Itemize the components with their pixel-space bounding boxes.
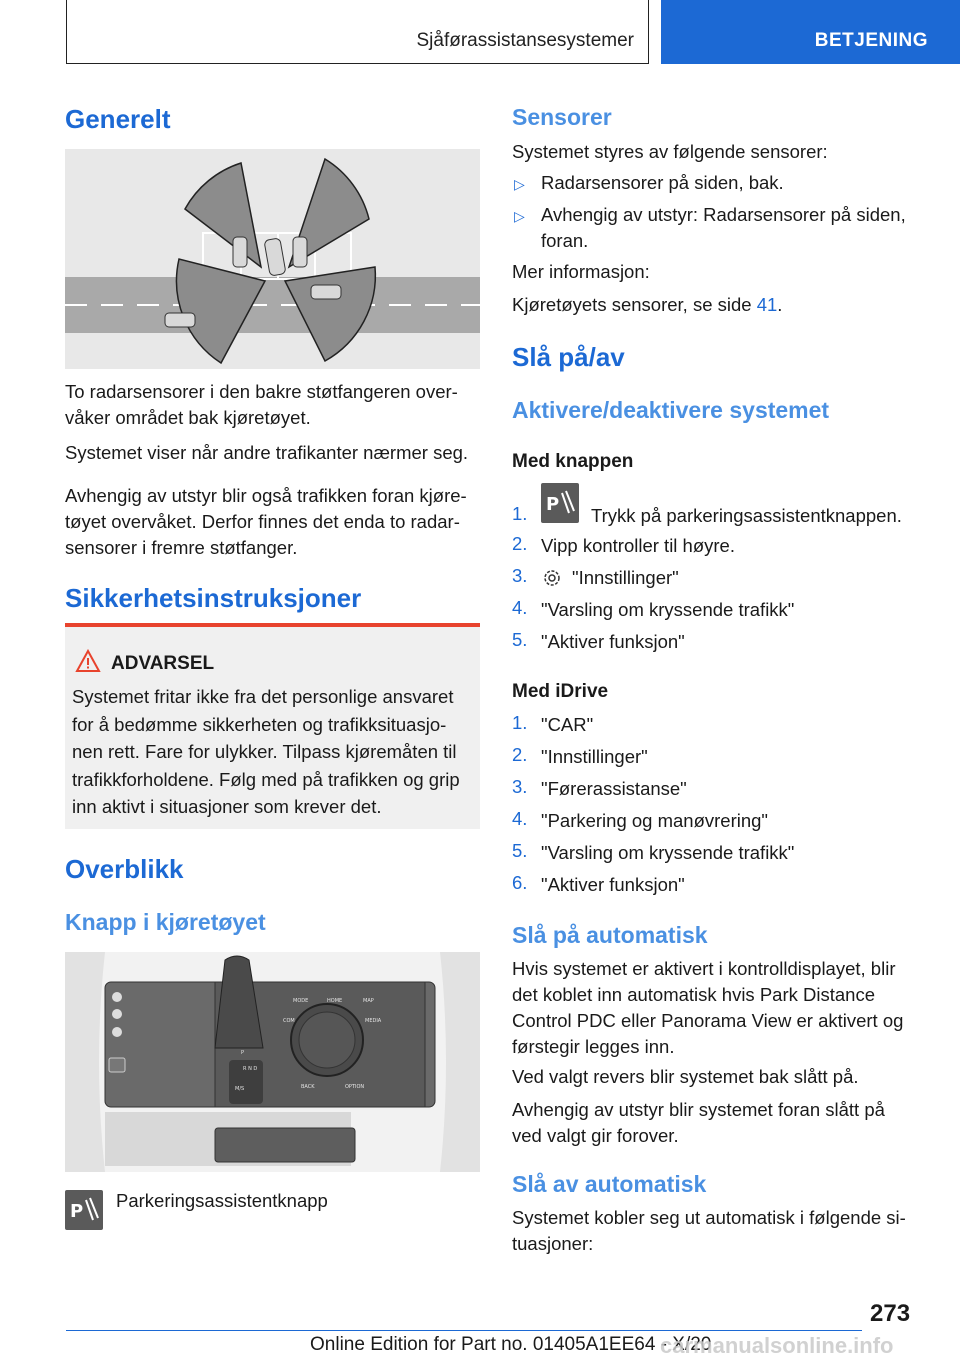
sensor-reference: Kjøretøyets sensorer, se side 41. (512, 294, 783, 315)
center-console-figure (65, 952, 480, 1172)
heading-auto-off: Slå av automatisk (512, 1171, 707, 1197)
idrive-step-5: "Varsling om kryssende trafikk" (541, 842, 795, 863)
center-console-illustration (65, 952, 480, 1172)
footer-rule (66, 1330, 862, 1331)
console-label-home: HOME (327, 998, 343, 1004)
header-section-title: Sjåførassistansesystemer (416, 30, 634, 51)
button-step-2: Vipp kontroller til høyre. (541, 535, 735, 556)
page-number: 273 (870, 1300, 911, 1327)
parking-assist-button-icon (541, 483, 579, 523)
console-label-com: COM (283, 1018, 295, 1024)
button-step-4: "Varsling om kryssende trafikk" (541, 599, 795, 620)
gear-label-p: P (241, 1050, 245, 1056)
auto-off-paragraph: Systemet kobler seg ut automatisk i følgende si- tuasjoner: (512, 1207, 906, 1254)
general-paragraph-1: To radarsensorer i den bakre støtfangeren over- våker området bak kjøretøyet. (65, 381, 458, 428)
warning-text: Systemet fritar ikke fra det personlige ansvaret for å bedømme sikkerheten og trafikksituasjo- nen rett. Fare for ulykker. Tilpass kjøremåten til trafikkforholdene. Følg med på trafikken og grip inn aktivt i situasjoner som krever det. (72, 686, 460, 817)
sensor-item-1: Radarsensorer på siden, bak. (541, 172, 784, 193)
step-number: 1. (512, 712, 528, 733)
warning-triangle-icon (75, 649, 101, 673)
heading-with-idrive: Med iDrive (512, 681, 609, 702)
footer-edition: Online Edition for Part no. 01405A1EE64 - X/20 (310, 1334, 712, 1355)
svg-text:P: P (546, 494, 560, 515)
gear-label-rnd: R N D (243, 1066, 258, 1072)
watermark: carmanualsonline.info (660, 1333, 894, 1358)
step-number: 6. (512, 872, 528, 893)
header-chapter-box (661, 0, 960, 64)
console-caption: Parkeringsassistentknapp (116, 1190, 328, 1211)
gear-label-ms: M/S (235, 1086, 245, 1092)
auto-on-paragraph-2: Ved valgt revers blir systemet bak slått på. (512, 1066, 859, 1087)
bullet-triangle-icon: ▷ (514, 208, 525, 224)
sensor-coverage-figure (65, 149, 480, 369)
heading-general: Generelt (65, 104, 171, 134)
sensor-coverage-illustration (65, 149, 480, 369)
step-number: 5. (512, 840, 528, 861)
auto-on-paragraph-1: Hvis systemet er aktivert i kontrolldisplayet, blir det koblet inn automatisk hvis Park Distance Control PDC eller Panorama View er aktivert og førstegir legges inn. (512, 958, 904, 1057)
bullet-triangle-icon: ▷ (514, 176, 525, 192)
warning-box (65, 623, 480, 829)
step-number: 1. (512, 503, 528, 524)
console-label-media: MEDIA (365, 1018, 382, 1024)
more-info-label: Mer informasjon: (512, 261, 650, 282)
console-label-back: BACK (301, 1084, 315, 1090)
heading-safety: Sikkerhetsinstruksjoner (65, 583, 362, 613)
step-number: 2. (512, 533, 528, 554)
step-number: 5. (512, 629, 528, 650)
auto-on-paragraph-3: Avhengig av utstyr blir systemet foran slått på ved valgt gir forover. (512, 1099, 885, 1146)
parking-assist-button-icon (65, 1190, 103, 1230)
page-reference-link[interactable]: 41 (756, 294, 778, 315)
heading-activate-deactivate: Aktivere/deaktivere systemet (512, 397, 830, 423)
idrive-step-6: "Aktiver funksjon" (541, 874, 685, 895)
button-step-5: "Aktiver funksjon" (541, 631, 685, 652)
step-number: 3. (512, 776, 528, 797)
idrive-step-1: "CAR" (541, 714, 594, 735)
sensor-item-2: Avhengig av utstyr: Radarsensorer på siden, foran. (541, 204, 906, 251)
header-chapter-title: BETJENING (814, 30, 928, 51)
gear-icon (541, 567, 563, 589)
sensors-intro: Systemet styres av følgende sensorer: (512, 141, 828, 162)
general-paragraph-2: Systemet viser når andre trafikanter nærmer seg. (65, 442, 469, 463)
idrive-step-2: "Innstillinger" (541, 746, 648, 767)
heading-with-button: Med knappen (512, 451, 634, 472)
button-step-1: Trykk på parkeringsassistentknappen. (591, 505, 902, 526)
heading-overview: Overblikk (65, 854, 184, 884)
heading-button-in-vehicle: Knapp i kjøretøyet (65, 909, 266, 935)
heading-on-off: Slå på/av (512, 342, 625, 372)
step-number: 2. (512, 744, 528, 765)
general-paragraph-3: Avhengig av utstyr blir også trafikken foran kjøre- tøyet overvåket. Derfor finnes det enda to radar- sensorer i fremre støtfanger. (65, 485, 467, 558)
button-step-3: "Innstillinger" (572, 567, 679, 588)
console-label-mode: MODE (293, 998, 309, 1004)
idrive-step-4: "Parkering og manøvrering" (541, 810, 769, 831)
console-label-map: MAP (363, 998, 374, 1004)
svg-text:P: P (70, 1201, 84, 1222)
warning-title: ADVARSEL (111, 653, 215, 674)
step-number: 3. (512, 565, 528, 586)
console-label-option: OPTION (345, 1084, 365, 1090)
step-number: 4. (512, 808, 528, 829)
idrive-step-3: "Førerassistanse" (541, 778, 687, 799)
header-section-box (66, 0, 649, 64)
heading-auto-on: Slå på automatisk (512, 922, 708, 948)
heading-sensors: Sensorer (512, 104, 612, 130)
step-number: 4. (512, 597, 528, 618)
